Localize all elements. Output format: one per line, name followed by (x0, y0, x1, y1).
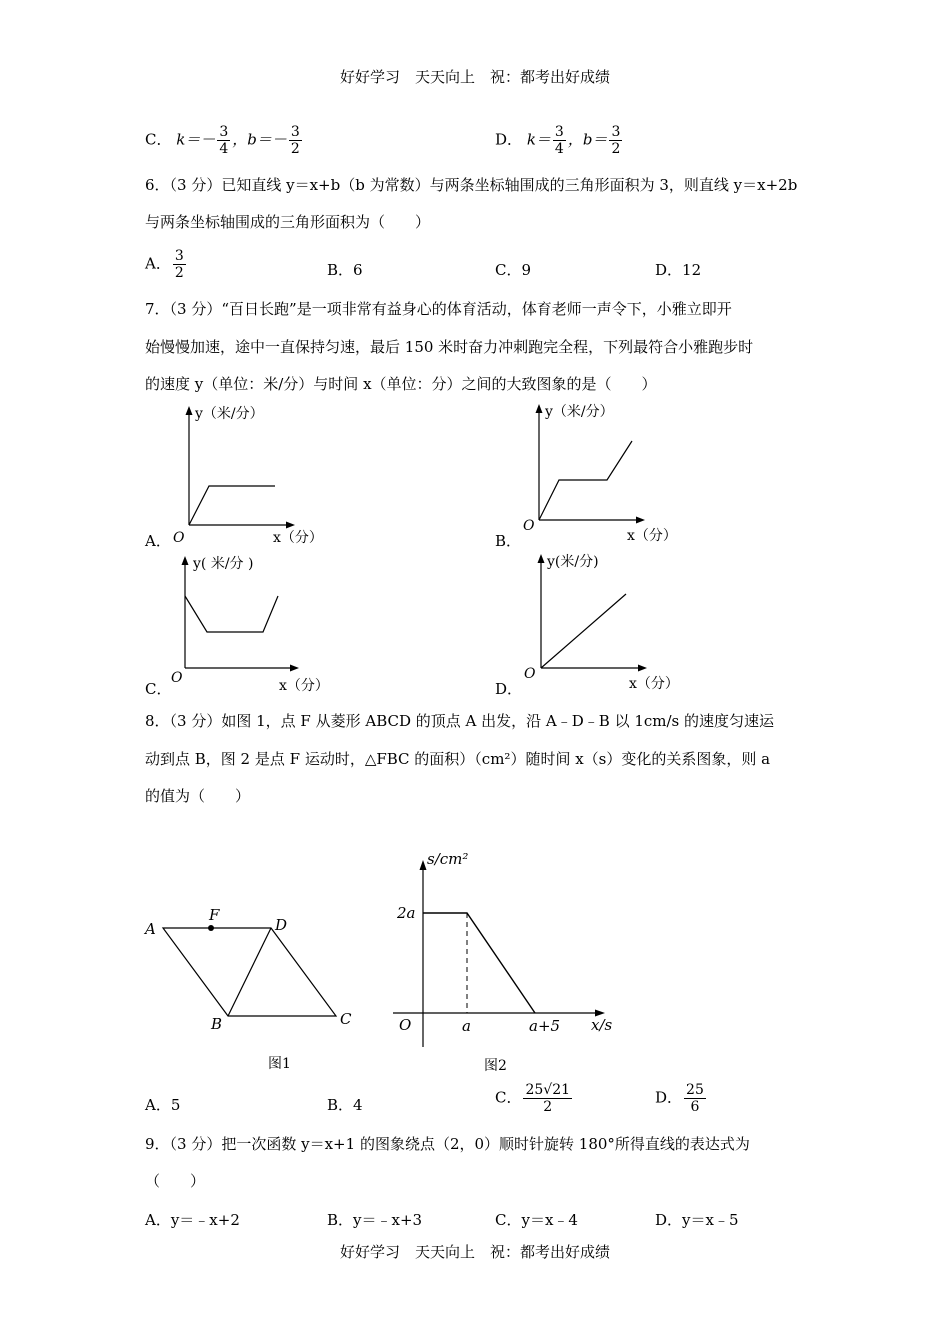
y-axis-label: y(米/分) (547, 554, 599, 570)
area-curve (423, 913, 535, 1013)
x-axis-arrow (638, 665, 647, 672)
speed-curve (541, 594, 626, 668)
q6-option-a-frac (173, 248, 186, 281)
diagonal-bd (228, 928, 271, 1016)
y-axis-label: s/cm² (427, 850, 469, 868)
figure-1-caption: 图1 (268, 1056, 291, 1072)
q8-option-c-letter: C． (495, 1088, 522, 1107)
x-axis-arrow (286, 522, 295, 529)
x-axis-arrow (636, 517, 645, 524)
q5-option-d-b-frac (609, 124, 622, 157)
origin-label: O (171, 670, 183, 686)
frac-den: 2 (290, 141, 300, 157)
x-axis-arrow (290, 665, 299, 672)
q6-option-a (145, 248, 188, 281)
frac-den: 2 (543, 1099, 553, 1115)
y-axis-arrow (186, 406, 193, 415)
y-axis-label: y( 米/分 ) (193, 556, 254, 572)
y-axis-arrow (536, 404, 543, 413)
q8-option-d (655, 1082, 708, 1115)
speed-curve (189, 486, 275, 525)
frac-num: 25√21 (525, 1082, 571, 1098)
q7-graph-b-letter: B． (495, 532, 522, 550)
label-c: C (340, 1010, 352, 1028)
frac-den: 4 (554, 141, 564, 157)
y-axis-label: y（米/分） (195, 406, 264, 422)
frac-den: 2 (174, 265, 184, 281)
origin-label: O (399, 1016, 412, 1034)
frac-num: 3 (290, 124, 300, 140)
q9-line2: （ ） (145, 1172, 206, 1190)
q8-line1: 8．（3 分）如图 1，点 F 从菱形 ABCD 的顶点 A 出发，沿 A﹣D﹣B 以 1cm/s 的速度匀速运 (145, 712, 775, 730)
x-axis-label: x（分） (279, 678, 329, 694)
origin-label: O (523, 518, 535, 534)
frac-num: 3 (554, 124, 564, 140)
q5-option-c (145, 124, 304, 157)
q9-option-a: A．y＝﹣x+2 (145, 1211, 240, 1229)
frac-num: 3 (219, 124, 229, 140)
q7-line2: 始慢慢加速，途中一直保持匀速，最后 150 米时奋力冲刺跑完全程，下列最符合小雅跑步时 (145, 338, 754, 356)
q8-option-d-letter: D． (655, 1088, 683, 1107)
q8-figure-1-rhombus (135, 900, 370, 1080)
q9-option-c: C．y＝x﹣4 (495, 1211, 578, 1229)
q7-graph-d-letter: D． (495, 680, 523, 698)
q8-option-a: A．5 (145, 1096, 181, 1114)
q6-option-d: D．12 (655, 261, 702, 279)
x-axis-label: x（分） (629, 676, 679, 692)
q8-option-b: B．4 (327, 1096, 363, 1114)
x-axis-label: x（分） (627, 528, 677, 544)
q9-line1: 9．（3 分）把一次函数 y＝x+1 的图象绕点（2，0）顺时针旋转 180°所得直线的表达式为 (145, 1135, 750, 1153)
q6-line1: 6．（3 分）已知直线 y＝x+b（b 为常数）与两条坐标轴围成的三角形面积为 3，则直线 y＝x+2b (145, 176, 798, 194)
q7-graph-c-letter: C． (145, 680, 172, 698)
origin-label: O (524, 666, 536, 682)
q5-option-c-letter: C． (145, 130, 172, 149)
q6-line2: 与两条坐标轴围成的三角形面积为（ ） (145, 213, 431, 231)
q7-graph-d (515, 546, 695, 696)
q8-figure-2-graph (385, 842, 630, 1082)
q6-option-c: C．9 (495, 261, 532, 279)
y-axis-arrow (182, 556, 189, 565)
frac-num: 3 (611, 124, 621, 140)
q5-option-d-letter: D． (495, 130, 523, 149)
frac-num: 3 (174, 248, 184, 264)
q6-option-a-letter: A． (145, 254, 171, 273)
q5-option-c-k-frac (217, 124, 230, 157)
q7-graph-b (515, 398, 695, 548)
page-header: 好好学习 天天向上 祝：都考出好成绩 (339, 68, 610, 86)
page-footer: 好好学习 天天向上 祝：都考出好成绩 (339, 1243, 610, 1261)
label-a: A (145, 920, 156, 938)
q7-graph-a (165, 400, 345, 550)
x-axis-label: x/s (591, 1016, 613, 1034)
label-d: D (275, 916, 288, 934)
y-axis-arrow (420, 860, 427, 870)
figure-2-caption: 图2 (484, 1058, 507, 1074)
frac-den: 2 (611, 141, 621, 157)
q5-option-c-b-frac (289, 124, 302, 157)
q5-option-d-b: ，b＝ (567, 130, 608, 149)
q8-line2: 动到点 B，图 2 是点 F 运动时，△FBC 的面积）（cm²）随时间 x（s）变化的关系图象，则 a (145, 750, 771, 768)
x-tick-a: a (462, 1017, 471, 1035)
q7-graph-c (165, 548, 345, 698)
x-tick-a-plus-5: a+5 (529, 1017, 561, 1035)
y-tick-2a: 2a (397, 904, 416, 922)
q8-option-d-frac (684, 1082, 706, 1115)
q9-option-b: B．y＝﹣x+3 (327, 1211, 423, 1229)
frac-den: 6 (690, 1099, 700, 1115)
q5-option-c-k: k＝－ (176, 130, 216, 149)
label-f: F (209, 906, 220, 924)
q8-option-c (495, 1082, 574, 1115)
point-f (208, 925, 214, 931)
origin-label: O (173, 530, 185, 546)
q7-line1: 7．（3 分）“百日长跑”是一项非常有益身心的体育活动，体育老师一声令下，小雅立即开 (145, 300, 732, 318)
q5-option-d (495, 124, 624, 157)
q6-option-b: B．6 (327, 261, 363, 279)
y-axis-label: y（米/分） (545, 404, 614, 420)
speed-curve (539, 441, 632, 520)
q8-option-c-frac (523, 1082, 572, 1115)
frac-num: 25 (686, 1082, 704, 1098)
q5-option-d-k-frac (553, 124, 566, 157)
label-b: B (211, 1015, 223, 1033)
q7-graph-a-letter: A． (145, 532, 171, 550)
q7-line3: 的速度 y（单位：米/分）与时间 x（单位：分）之间的大致图象的是（ ） (145, 375, 657, 393)
frac-den: 4 (219, 141, 229, 157)
y-axis-arrow (538, 554, 545, 563)
q8-line3: 的值为（ ） (145, 787, 251, 805)
q5-option-c-b: ，b＝－ (232, 130, 287, 149)
speed-curve (185, 596, 278, 632)
q5-option-d-k: k＝ (526, 130, 551, 149)
q9-option-d: D．y＝x﹣5 (655, 1211, 739, 1229)
x-axis-label: x（分） (273, 530, 323, 546)
